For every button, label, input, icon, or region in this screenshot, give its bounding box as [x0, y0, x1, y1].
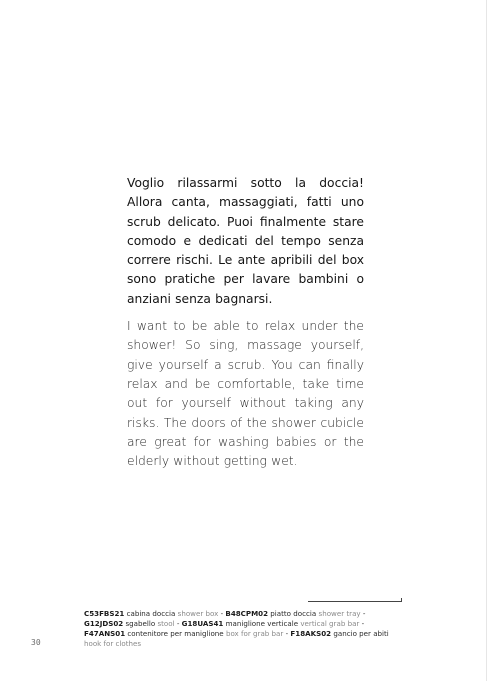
product-name-english: box for grab bar — [225, 629, 284, 638]
product-code: F18AKS02 — [290, 629, 332, 638]
main-text-block — [127, 174, 364, 471]
caption-separator: - — [360, 609, 366, 618]
product-name-italian: maniglione verticale — [225, 619, 299, 628]
product-name-italian: piatto doccia — [270, 609, 317, 618]
product-code: C53FBS21 — [84, 609, 125, 618]
product-code: F47ANS01 — [84, 629, 126, 638]
english-paragraph: I want to be able to relax under the shower! So sing, massage yourself, give yourself a scrub. You can finally relax and be comfortable, take time out for yourself without taking any risks. The doors of the shower cubicle are great for washing babies or the elderly without getting wet. — [127, 319, 364, 469]
product-name-italian: contenitore per maniglione — [127, 629, 224, 638]
product-name-english: stool — [157, 619, 175, 628]
caption-separator: - — [283, 629, 291, 638]
caption-divider-tick — [401, 598, 402, 602]
caption-item-4 — [182, 619, 365, 628]
page-number: 30 — [31, 638, 41, 647]
product-caption — [84, 609, 404, 649]
caption-separator: - — [218, 609, 226, 618]
product-name-english: vertical grab bar — [300, 619, 360, 628]
product-code: B48CPM02 — [225, 609, 269, 618]
caption-item-2 — [225, 609, 365, 618]
caption-item-3 — [84, 619, 182, 628]
caption-separator: - — [174, 619, 182, 628]
caption-item-1 — [84, 609, 225, 618]
product-name-italian: gancio per abiti — [333, 629, 389, 638]
caption-divider — [308, 601, 401, 602]
product-code: G18UAS41 — [181, 619, 224, 628]
product-name-english: hook for clothes — [84, 639, 142, 648]
caption-separator: - — [359, 619, 365, 628]
product-name-english: shower tray — [318, 609, 361, 618]
product-code: G12JDS02 — [84, 619, 124, 628]
italian-paragraph: Voglio rilassarmi sotto la doccia! Allora canta, massaggiati, fatti uno scrub delicato. Puoi finalmente stare comodo e dedicati del tempo senza correre rischi. Le ante apribili del box sono pratiche per lavare bambini o anziani senza bagnarsi. — [127, 176, 364, 306]
product-name-english: shower box — [177, 609, 219, 618]
caption-item-5 — [84, 629, 290, 638]
product-name-italian: sgabello — [125, 619, 156, 628]
product-name-italian: cabina doccia — [126, 609, 176, 618]
